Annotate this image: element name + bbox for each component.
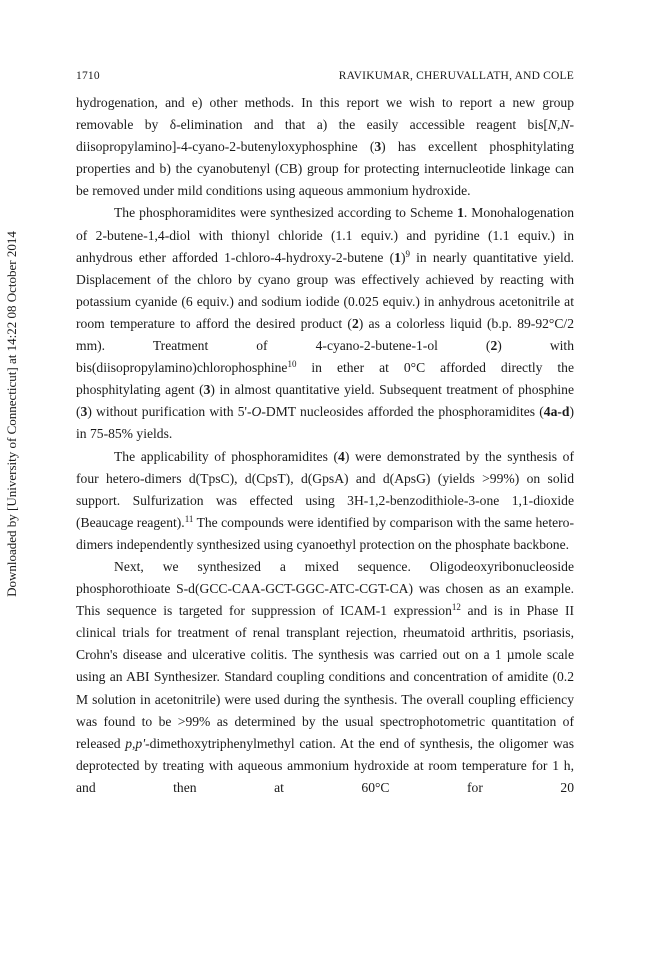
compound-number: 4 [338,448,345,464]
text-run: ) [400,249,406,265]
running-header [76,70,574,86]
text-run: and is in Phase II clinical trials for treatment of renal transplant rejection, rheumatoid arthritis, psoriasis, Crohn's disease and ulcerative colitis. The synthesis was carried out on a 1 µmole scale using an ABI Synthesizer. Standard coupling conditions and concentration of amidite (0.2 M solution in acetonitrile) were used during the synthesis. The overall coupling efficiency was found to be >99% as determined by the usual spectrophotometric quantitation of released [76,603,575,751]
text-run: ) without purification with 5'- [87,404,252,420]
text-run: p,p' [125,735,146,751]
download-notice-text: Downloaded by [University of Connecticut] at 14:22 08 October 2014 [4,231,19,597]
reference-superscript: 9 [405,248,410,259]
text-run: ) as a colorless liquid (b.p. 89-92°C/2 mm). Treatment of 4-cyano-2-butene-1-ol ( [76,315,575,354]
text-run: ) were demonstrated by the synthesis of four hetero-dimers d(TpsC), d(CpsT), d(GpsA) and d(ApsG) (yields >99%) on solid support. Sulfurization was effected using 3H-1,2-benzodithiole-3-one 1,1-dioxide (Beaucage reagent). [76,448,574,530]
text-run: -dimethoxytriphenylmethyl cation. At the end of synthesis, the oligomer was deprotected by treating with aqueous ammonium hydroxide at room temperature for 1 h, and then at 60°C for 20 [76,735,574,795]
text-run: Next, we synthesized a mixed sequence. Oligodeoxyribonucleoside phosphorothioate S-d(GCC-CAA-GCT-GGC-ATC-CGT-CA) was chosen as an example. This sequence is targeted for suppression of ICAM-1 expression [76,558,574,619]
text-run: ) in almost quantitative yield. Subsequent treatment of phosphine ( [76,382,574,420]
text-run: ) has excellent phosphitylating properties and b) the cyanobutenyl (CB) group for protecting internucleotide linkage can be removed under mild conditions using aqueous ammonium hydroxide. [76,139,574,199]
text-run: ) with bis(diisopropylamino)chlorophosphine [76,338,574,376]
text-run: N,N [547,117,570,133]
text-run: . Monohalogenation of 2-butene-1,4-diol with thionyl chloride (1.1 equiv.) and pyridine (1.1 equiv.) in anhydrous ether afforded 1-chloro-4-hydroxy-2-butene ( [76,205,574,265]
page-number: 1710 [76,70,100,82]
reference-superscript: 11 [184,513,194,524]
compound-number: 3 [374,139,382,155]
text-run: The applicability of phosphoramidites ( [114,448,339,464]
paragraph-mixed-sequence [76,556,574,799]
text-run: ) in 75-85% yields. [76,404,574,442]
compound-number: 3 [203,382,211,398]
text-run: in nearly quantitative yield. Displacement of the chloro by cyano group was effectively achieved by reacting with potassium cyanide (6 equiv.) and sodium iodide (0.025 equiv.) in anhydrous acetonitrile at room temperature to afford the desired product ( [76,249,574,331]
text-run: -DMT nucleosides afforded the phosphoramidites ( [261,404,544,420]
reference-superscript: 10 [287,359,297,370]
running-head-authors: RAVIKUMAR, CHERUVALLATH, AND COLE [338,70,574,82]
text-run: The phosphoramidites were synthesized according to Scheme [114,205,458,221]
compound-number: 3 [80,404,88,420]
compound-number: 2 [351,315,359,331]
paragraph-intro-continued [76,92,574,202]
paragraph-dimers [76,446,574,556]
compound-number: 1 [457,205,464,221]
text-run: in ether at 0°C afforded directly the phosphitylating agent ( [76,360,574,398]
text-run: The compounds were identified by comparison with the same hetero-dimers independently synthesized using cyanoethyl protection on the phosphate backbone. [76,514,574,552]
text-run: hydrogenation, and e) other methods. In this report we wish to report a new group removable by δ-elimination and that a) the easily accessible reagent bis[ [76,95,574,133]
text-run: -diisopropylamino]-4-cyano-2-butenyloxyphosphine ( [76,117,574,155]
reference-superscript: 12 [451,602,461,613]
body-text [76,92,574,799]
compound-number: 4a-d [543,404,570,420]
compound-number: 2 [490,338,498,354]
download-watermark [0,0,24,959]
compound-number: 1 [394,249,401,265]
text-run: O [251,404,262,420]
paragraph-synthesis [76,202,574,445]
